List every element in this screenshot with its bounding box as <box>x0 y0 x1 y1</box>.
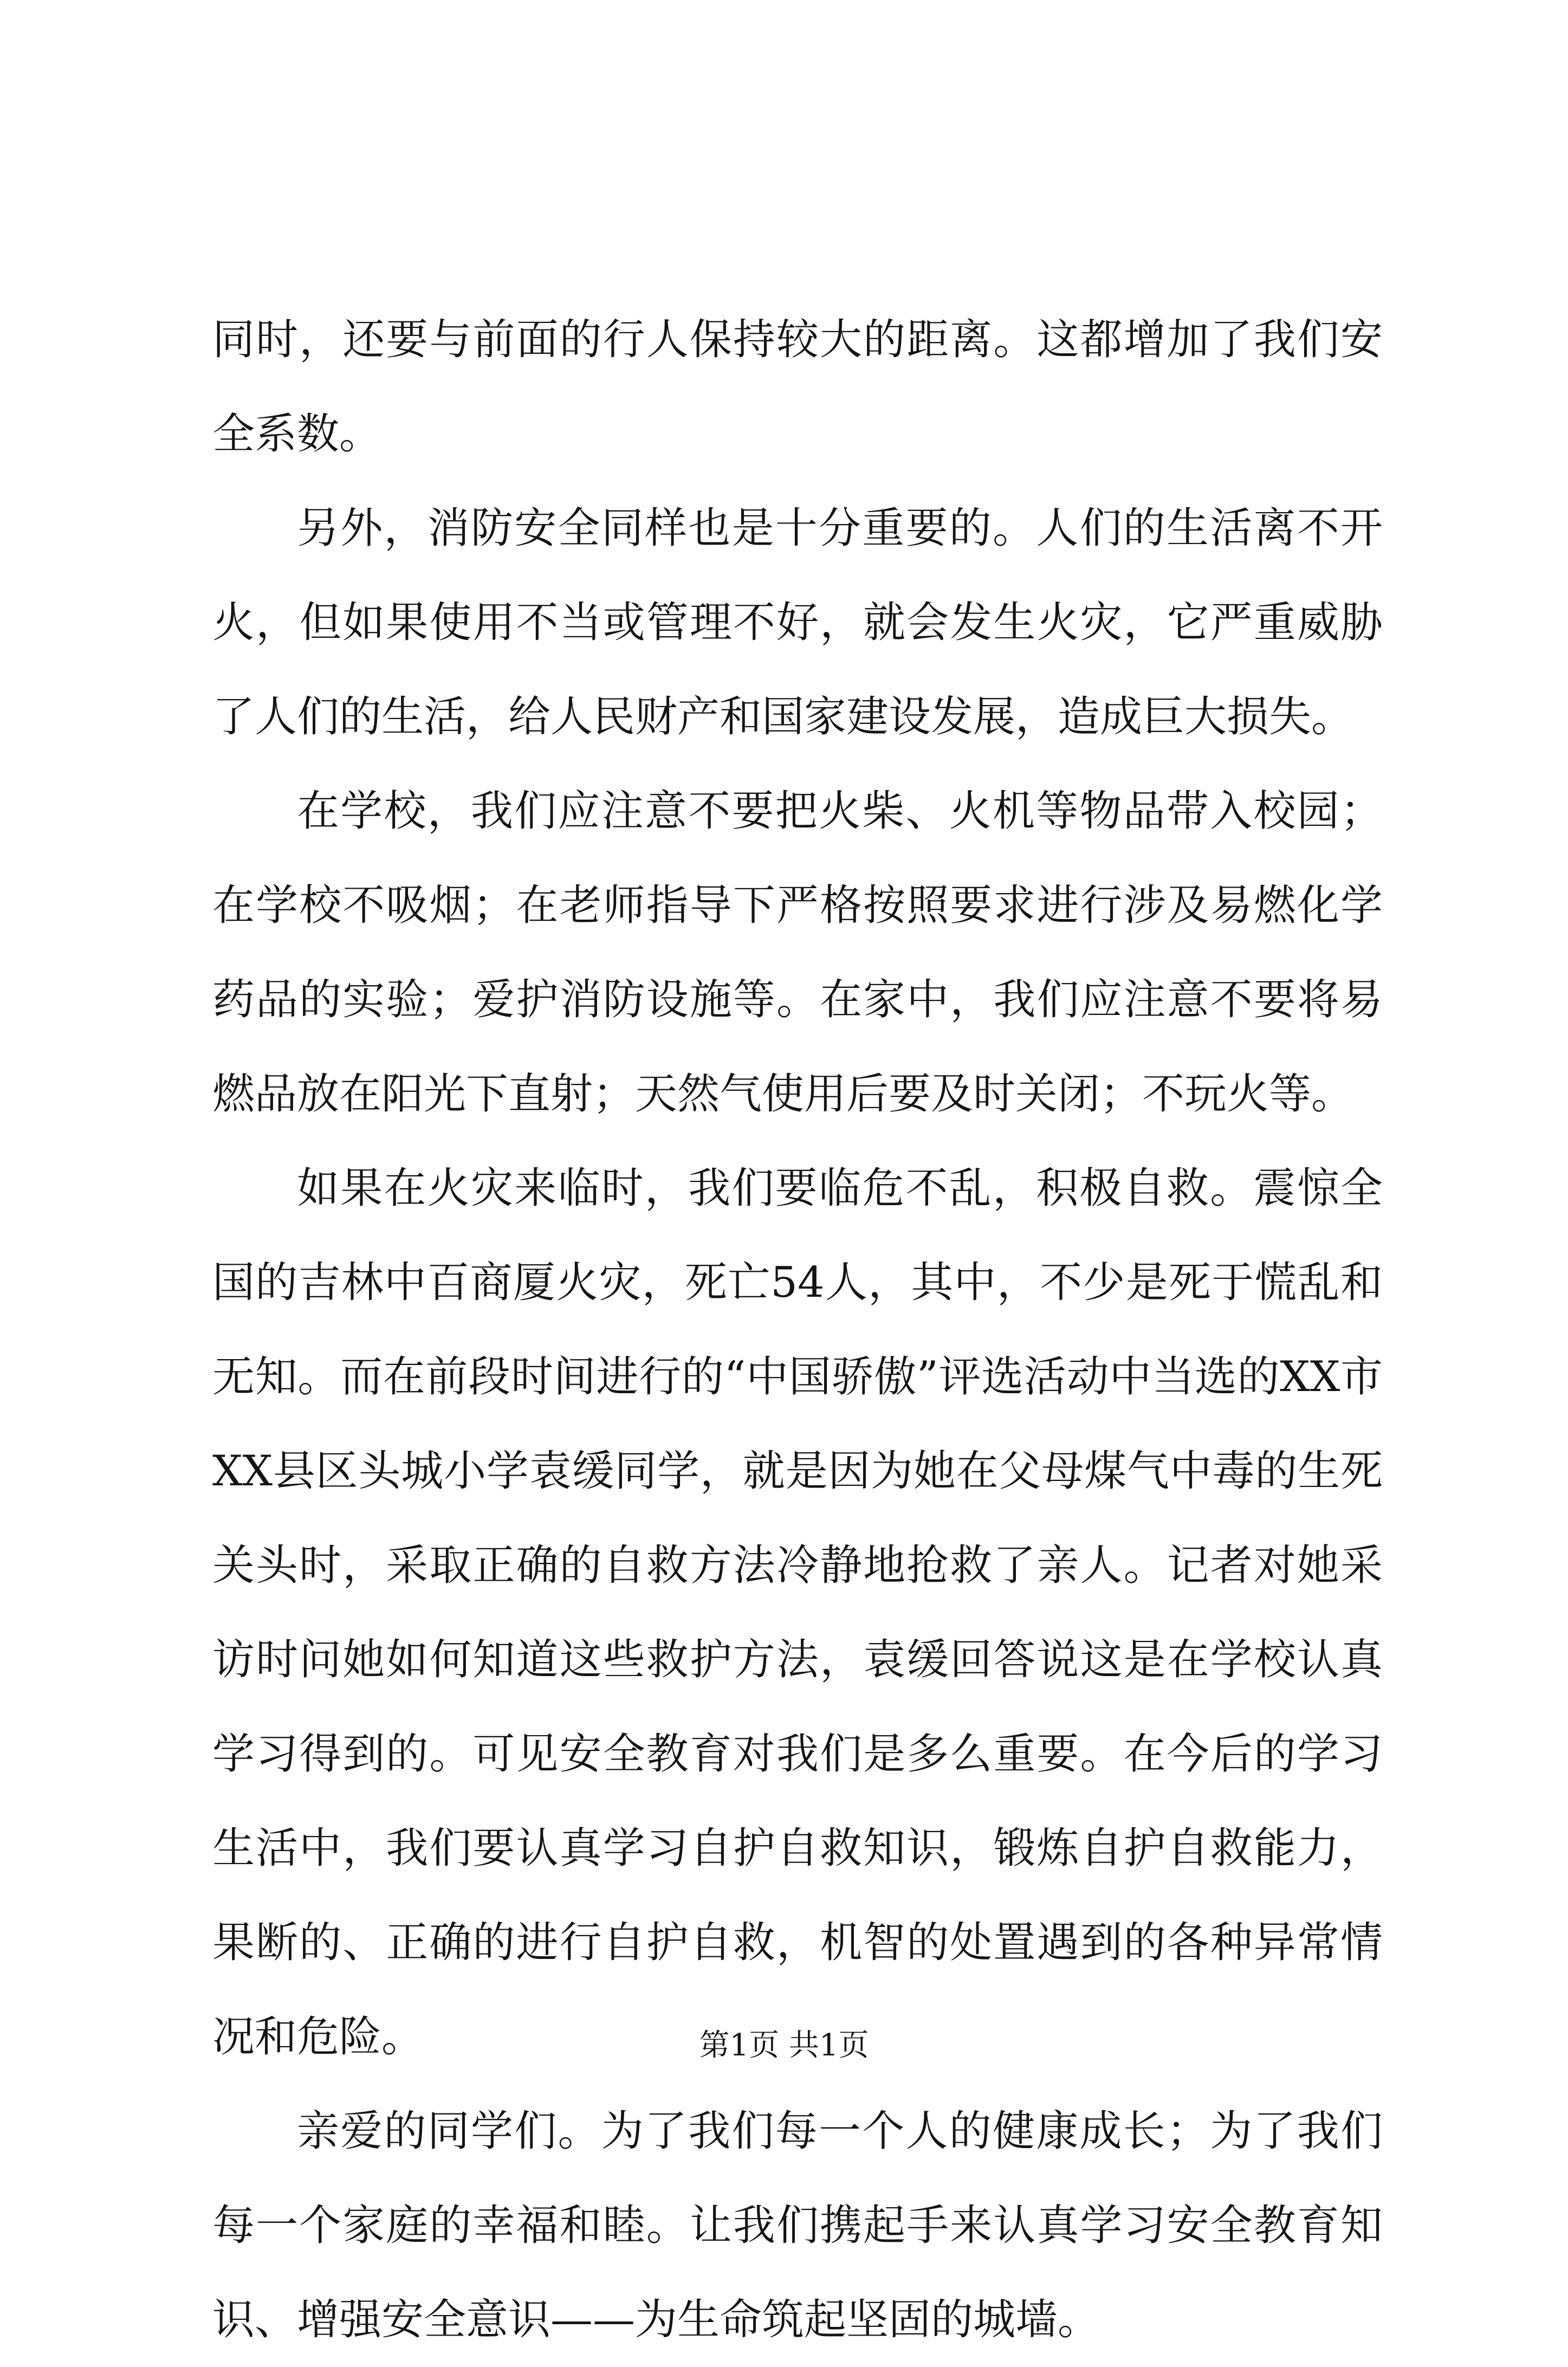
paragraph-4: 如果在火灾来临时，我们要临危不乱，积极自救。震惊全国的吉林中百商厦火灾，死亡54人，其中，不少是死于慌乱和无知。而在前段时间进行的“中国骄傲”评选活动中当选的XX市XX县区头城小学袁缓同学，就是因为她在父母煤气中毒的生死关头时，采取正确的自救方法冷静地抢救了亲人。记者对她采访时问她如何知道这些救护方法，袁缓回答说这是在学校认真学习得到的。可见安全教育对我们是多么重要。在今后的学习生活中，我们要认真学习自护自救知识，锻炼自护自救能力，果断的、正确的进行自护自救，机智的处置遇到的各种异常情况和危险。 <box>212 1164 1383 2061</box>
page-footer: 第1页 共1页 <box>699 2028 869 2063</box>
paragraph-3: 在学校，我们应注意不要把火柴、火机等物品带入校园；在学校不吸烟；在老师指导下严格按照要求进行涉及易燃化学药品的实验；爱护消防设施等。在家中，我们应注意不要将易燃品放在阳光下直射；天然气使用后要及时关闭；不玩火等。 <box>212 787 1383 1118</box>
paragraph-5: 亲爱的同学们。为了我们每一个人的健康成长；为了我们每一个家庭的幸福和睦。让我们携起手来认真学习安全教育知识、增强安全意识——为生命筑起坚固的城墙。 <box>212 2107 1383 2344</box>
paragraph-1: 同时，还要与前面的行人保持较大的距离。这都增加了我们安全系数。 <box>212 315 1383 458</box>
paragraph-2: 另外，消防安全同样也是十分重要的。人们的生活离不开火，但如果使用不当或管理不好，就会发生火灾，它严重威胁了人们的生活，给人民财产和国家建设发展，造成巨大损失。 <box>212 504 1383 741</box>
